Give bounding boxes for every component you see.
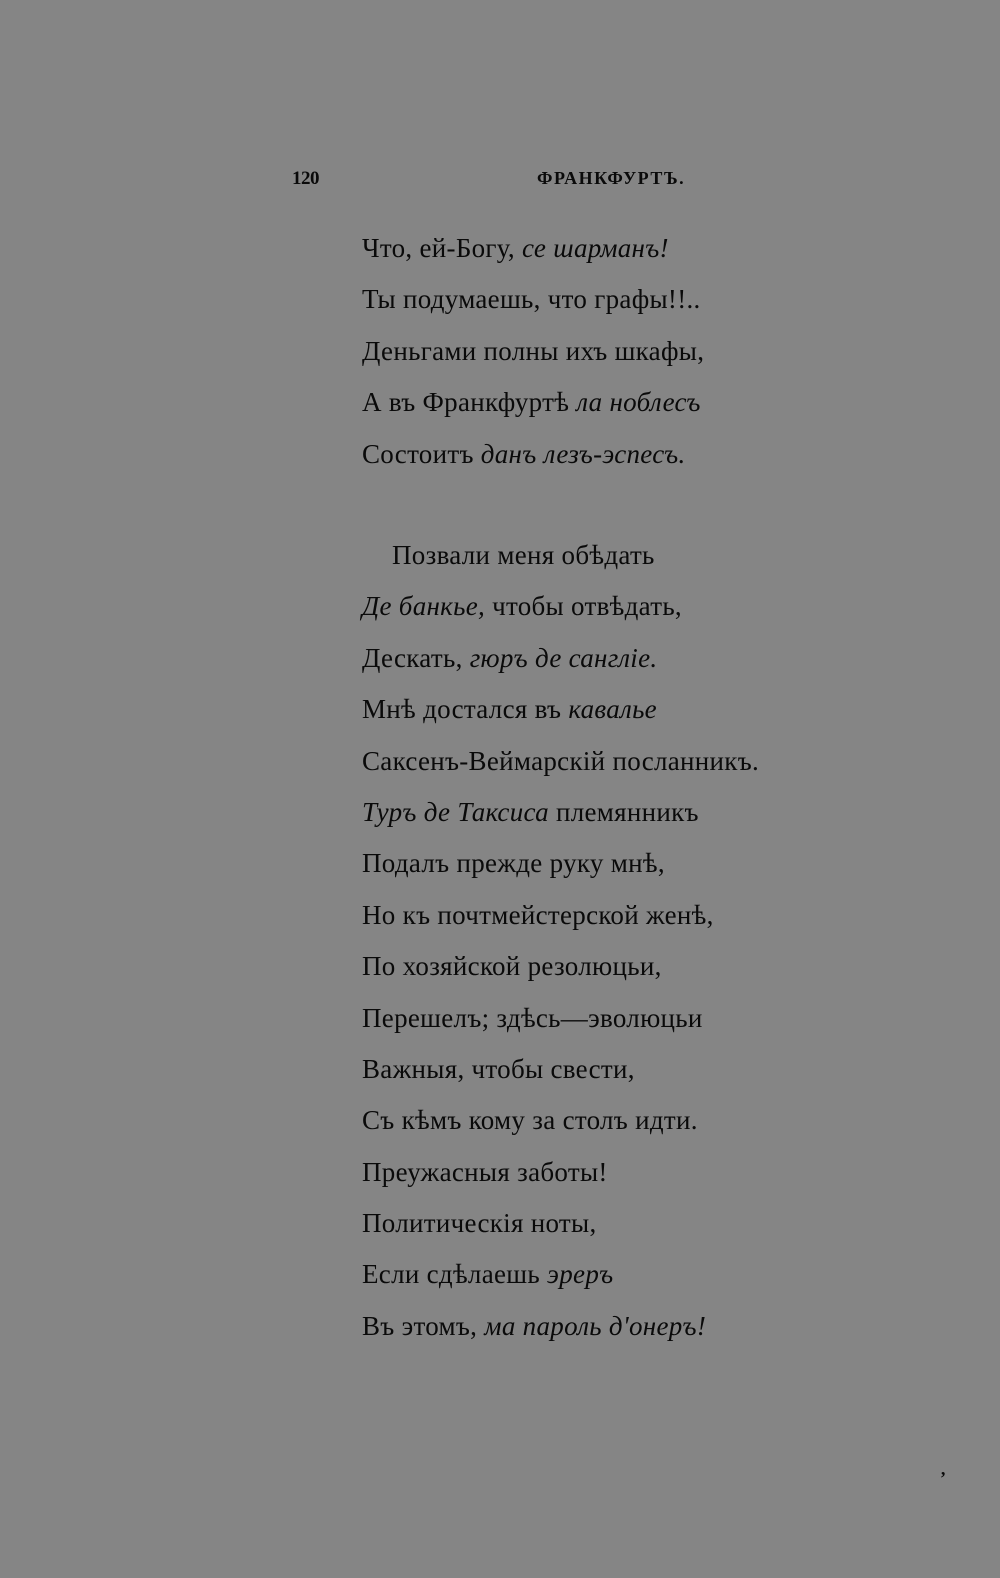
text-run: Что, ей-Богу, [362,233,522,263]
text-run: племянникъ [548,796,699,827]
verse-line [362,530,759,581]
verse-line [362,1301,759,1352]
verse-line [362,377,704,428]
verse-line [362,838,759,889]
text-run: Ты подумаешь, что графы!!.. [362,284,701,315]
italic-phrase: ла ноблесъ [576,387,701,418]
text-run: Мнѣ достался въ [362,694,569,725]
italic-phrase: ма пароль д'онеръ! [484,1310,707,1341]
text-run: Подалъ прежде руку мнѣ, [362,848,665,879]
text-run: Важныя, чтобы свести, [362,1053,635,1084]
page-number: 120 [292,168,319,189]
text-run: Но къ почтмейстерской женѣ, [362,899,714,930]
page-header [290,168,720,198]
verse-line [362,736,759,787]
verse-line [362,581,759,632]
text-run: Политическiя ноты, [362,1208,597,1239]
text-run: Дескать, [362,642,470,673]
verse-line [362,274,704,325]
verse-line [362,1044,759,1095]
verse-line [362,1198,759,1249]
text-run: По хозяйской резолюцьи, [362,951,662,982]
verse-line [362,633,759,684]
text-run: Преужасныя заботы! [362,1156,608,1187]
italic-phrase: кавалье [568,694,657,725]
italic-phrase: Туръ де Таксиса [362,796,549,827]
text-run: Саксенъ-Веймарскiй посланникъ. [362,745,760,776]
text-run: Перешелъ; здѣсь—эволюцьи [362,1002,703,1033]
verse-line [362,1147,759,1198]
verse-line [362,1249,759,1300]
text-run: Съ кѣмъ кому за столъ идти. [362,1105,698,1136]
italic-phrase: Де банкье, [362,591,486,622]
text-run: Деньгами полны ихъ шкафы, [362,335,705,366]
text-run: Состоитъ [362,438,481,469]
italic-phrase: данъ лезъ-эспесъ. [480,438,686,469]
text-run: Если сдѣлаешь [362,1259,548,1290]
verse-line [362,890,759,941]
corner-mark: ’ [940,1468,946,1488]
verse-line [362,993,759,1044]
verse-line [362,941,759,992]
verse-line [362,787,759,838]
italic-phrase: эреръ [547,1259,614,1290]
verse-stanza-2 [362,530,759,1352]
verse-line [362,1095,759,1146]
text-run: А въ Франкфуртѣ [362,387,577,418]
verse-stanza-1 [362,223,704,480]
text-run: Въ этомъ, [362,1310,485,1341]
verse-line [362,684,759,735]
text-run: Позвали меня обѣдать [392,540,655,570]
italic-phrase: се шарманъ! [522,233,669,263]
verse-line [362,326,704,377]
italic-phrase: гюръ де санглiе. [469,642,658,673]
verse-line [362,429,704,480]
text-run: чтобы отвѣдать, [485,591,682,622]
running-title: ФРАНКФУРТЪ. [537,168,686,188]
verse-line [362,223,704,274]
